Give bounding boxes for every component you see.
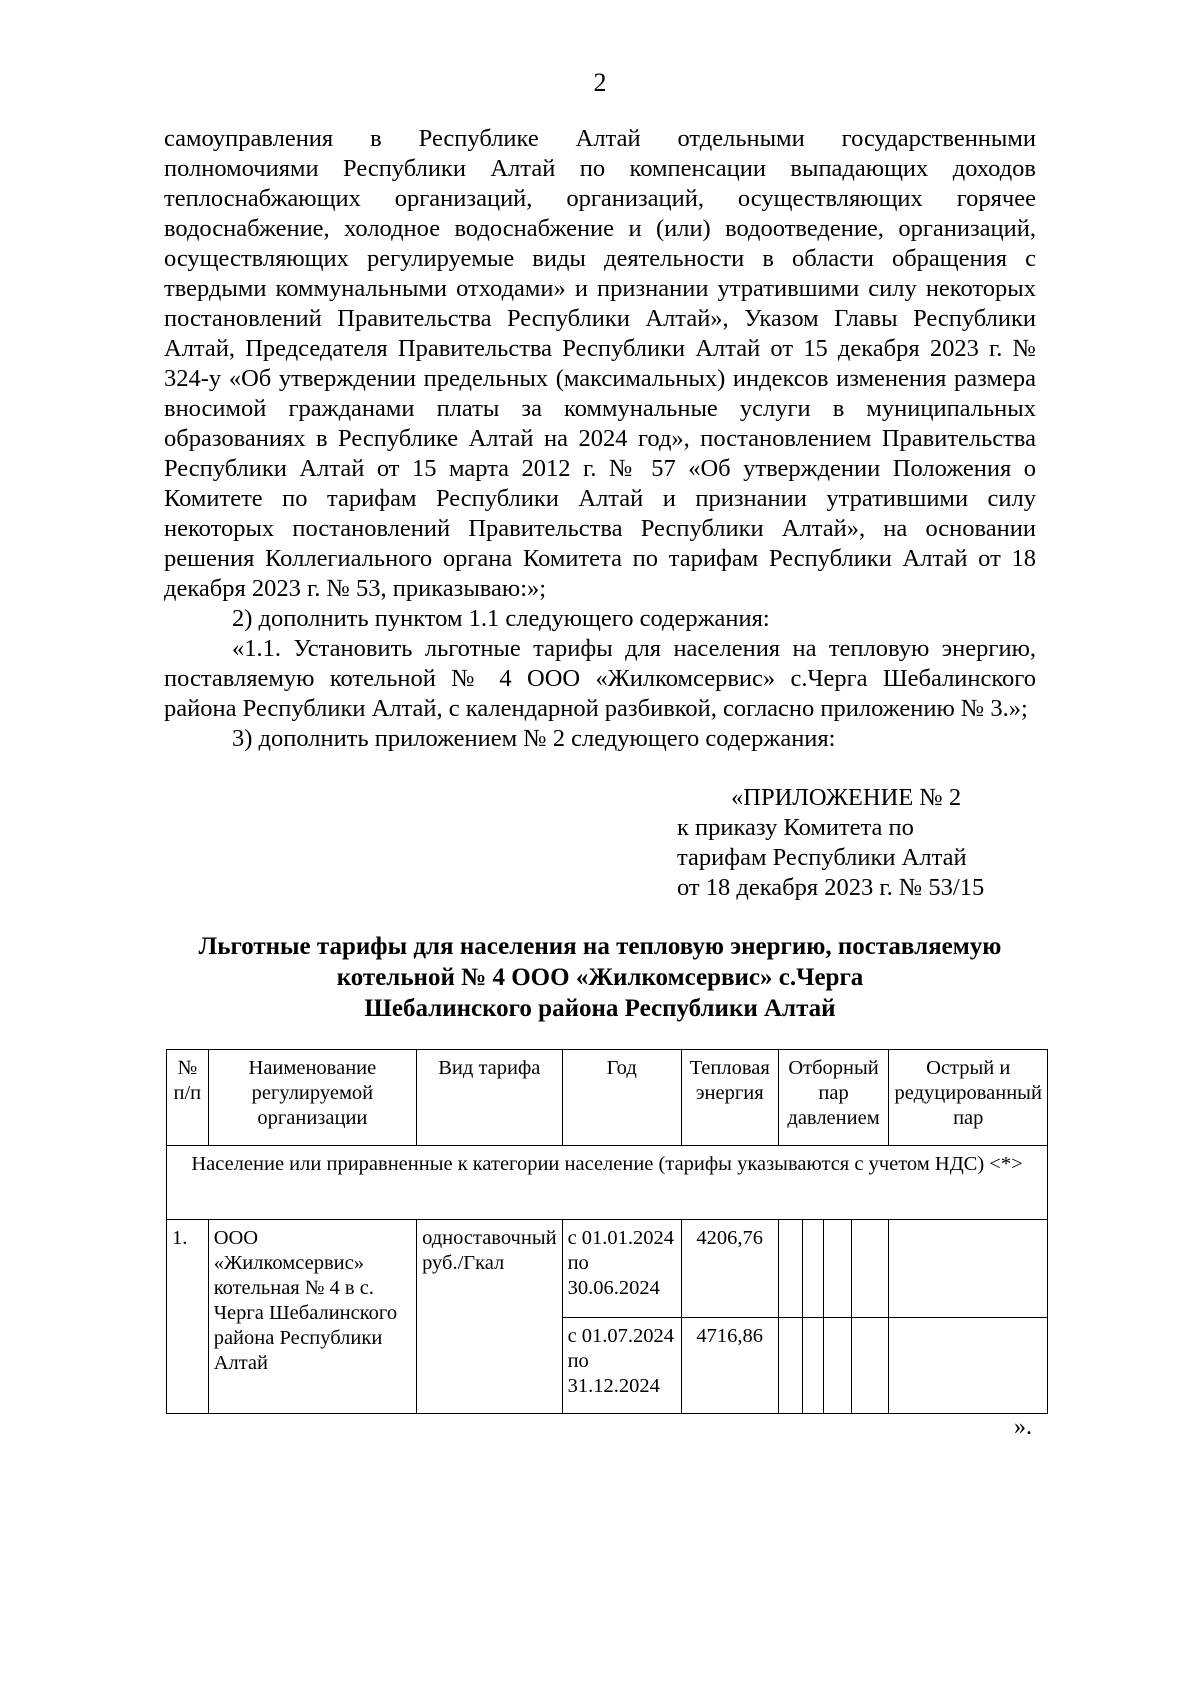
row-period: с 01.07.2024 по 31.12.2024 [562, 1318, 681, 1414]
appendix-date-line: от 18 декабря 2023 г. № 53/15 [677, 874, 985, 901]
header-heat: Тепловая энергия [681, 1050, 778, 1146]
empty-cell [823, 1220, 851, 1318]
empty-cell [823, 1318, 851, 1414]
empty-cell [778, 1318, 802, 1414]
empty-cell [803, 1220, 824, 1318]
appendix-header [677, 783, 1097, 903]
table-title [150, 931, 1050, 1024]
item-2-text-paragraph: «1.1. Установить льготные тарифы для населения на тепловую энергию, поставляемую котельной № 4 ООО «Жилкомсервис» с.Черга Шебалинского района Республики Алтай, с календарной разбивкой, согласно приложению № 3.»; [164, 635, 1036, 722]
table-row [167, 1220, 1048, 1318]
appendix-title: «ПРИЛОЖЕНИЕ № 2 [731, 784, 962, 811]
header-year: Год [562, 1050, 681, 1146]
header-steam-selected: Отборный пар давлением [778, 1050, 889, 1146]
header-steam-sharp: Острый и редуцированный пар [889, 1050, 1048, 1146]
category-row [167, 1146, 1048, 1220]
empty-cell [889, 1220, 1048, 1318]
row-org: ООО «Жилкомсервис» котельная № 4 в с. Черга Шебалинского района Республики Алтай [208, 1220, 416, 1414]
category-cell: Население или приравненные к категории население (тарифы указываются с учетом НДС) <*> [167, 1146, 1048, 1220]
row-heat-value: 4716,86 [681, 1318, 778, 1414]
table-title-line: Льготные тарифы для населения на тепловую энергию, поставляемую [198, 933, 1002, 960]
empty-cell [778, 1220, 802, 1318]
table-title-line: котельной № 4 ООО «Жилкомсервис» с.Черга [336, 964, 864, 991]
header-num: № п/п [167, 1050, 209, 1146]
item-2-paragraph: 2) дополнить пунктом 1.1 следующего содержания: [232, 605, 770, 632]
row-type: одноставочный руб./Гкал [417, 1220, 563, 1414]
continuation-paragraph: самоуправления в Республике Алтай отдельными государственными полномочиями Республики Алтай по компенсации выпадающих доходов теплоснабжающих организаций, организаций, осуществляющих горячее водоснабжение, холодное водоснабжение и (или) водоотведение, организаций, осуществляющих регулируемые виды деятельности в области обращения с твердыми коммунальными отходами» и признании утратившими силу некоторых постановлений Правительства Республики Алтай», Указом Главы Республики Алтай, Председателя Правительства Республики Алтай от 15 декабря 2023 г. № 324-у «Об утверждении предельных (максимальных) индексов изменения размера вносимой гражданами платы за коммунальные услуги в муниципальных образованиях в Республике Алтай на 2024 год», постановлением Правительства Республики Алтай от 15 марта 2012 г. № 57 «Об утверждении Положения о Комитете по тарифам Республики Алтай и признании утратившими силу некоторых постановлений Правительства Республики Алтай», на основании решения Коллегиального органа Комитета по тарифам Республики Алтай от 18 декабря 2023 г. № 53, приказываю:»; [164, 125, 1036, 602]
header-type: Вид тарифа [417, 1050, 563, 1146]
table-header-row [167, 1050, 1048, 1146]
row-num: 1. [167, 1220, 209, 1414]
table-title-line: Шебалинского района Республики Алтай [364, 995, 836, 1022]
header-org: Наименование регулируемой организации [208, 1050, 416, 1146]
tariffs-table [166, 1049, 1048, 1414]
closing-mark: ». [1014, 1414, 1032, 1440]
empty-cell [803, 1318, 824, 1414]
empty-cell [889, 1318, 1048, 1414]
item-3-paragraph: 3) дополнить приложением № 2 следующего содержания: [232, 725, 836, 752]
appendix-ref-line: тарифам Республики Алтай [677, 844, 967, 871]
appendix-ref-line: к приказу Комитета по [677, 814, 914, 841]
empty-cell [851, 1318, 889, 1414]
empty-cell [851, 1220, 889, 1318]
row-period: с 01.01.2024 по 30.06.2024 [562, 1220, 681, 1318]
page-number: 2 [593, 68, 607, 97]
document-body [164, 124, 1036, 754]
row-heat-value: 4206,76 [681, 1220, 778, 1318]
